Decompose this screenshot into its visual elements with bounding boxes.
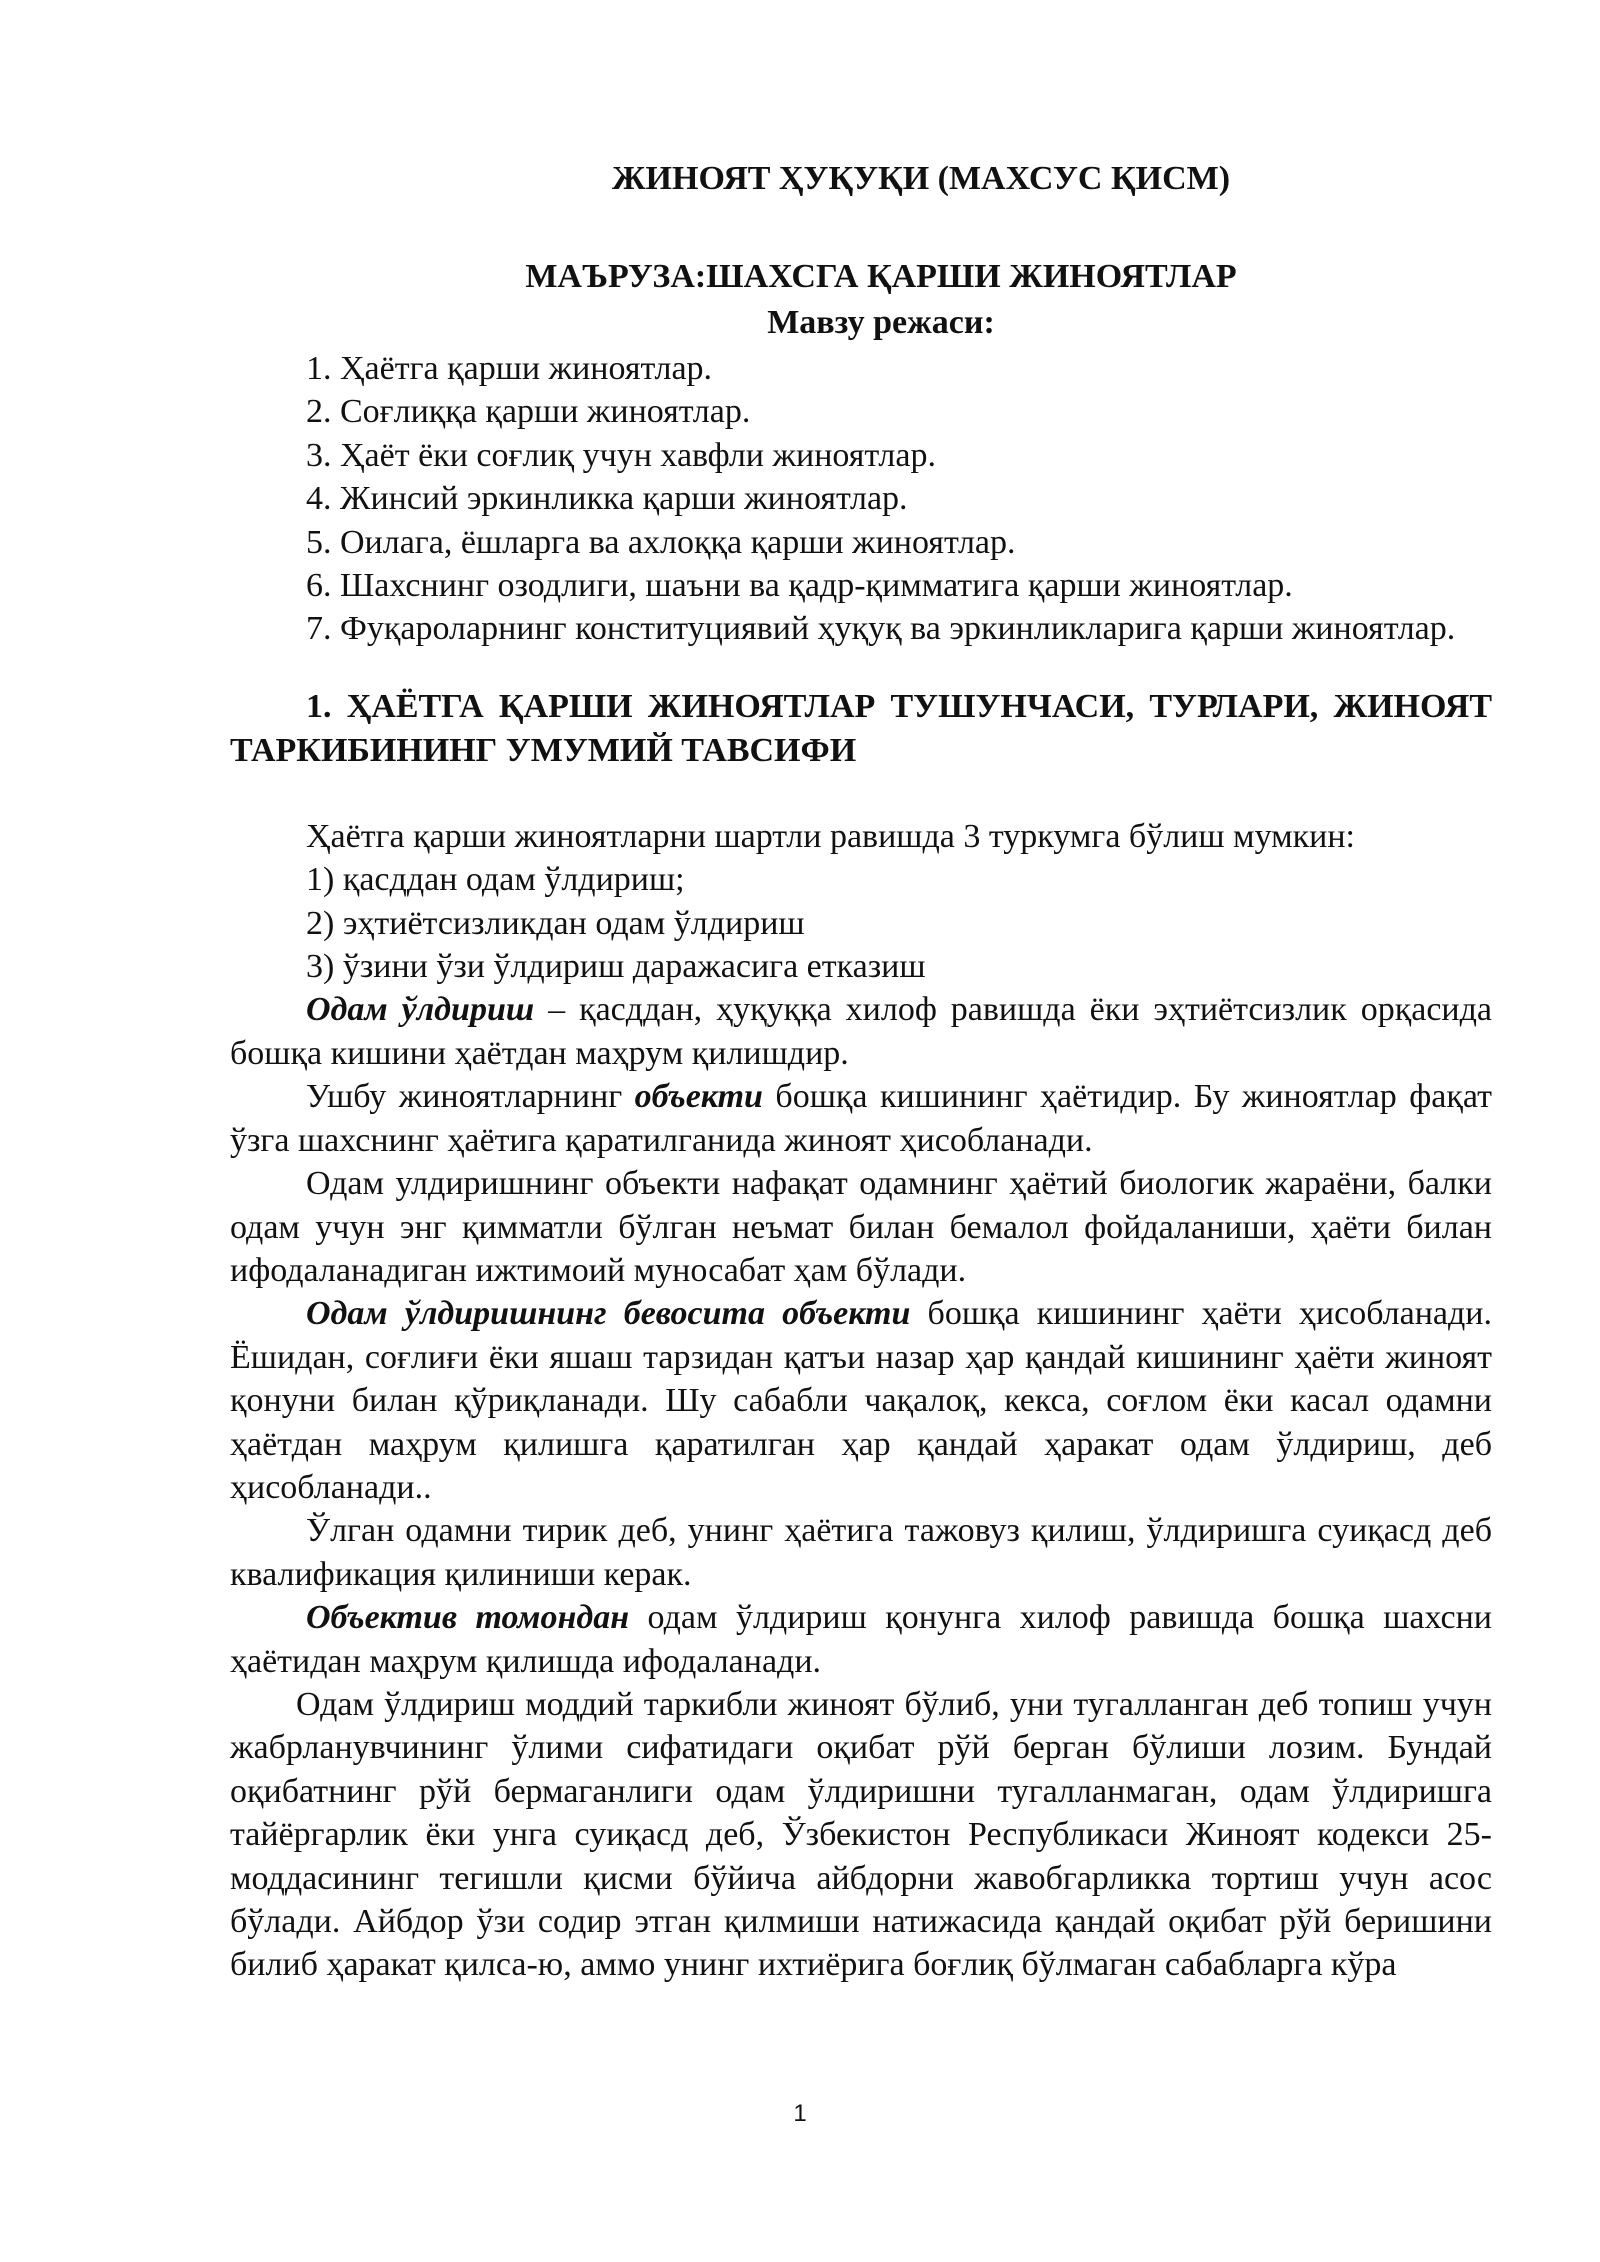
plan-list xyxy=(230,347,1492,651)
term: объекти xyxy=(634,1078,763,1116)
paragraph xyxy=(230,1292,1492,1509)
list-item: 4. Жинсий эркинликка қарши жиноятлар. xyxy=(306,480,908,518)
intro-text: Ҳаётга қарши жиноятларни шартли равишда 3 туркумга бўлиш мумкин: xyxy=(306,817,1355,855)
list-item: 3. Ҳаёт ёки соғлиқ учун хавфли жиноятлар. xyxy=(306,436,936,474)
list-item: 7. Фуқароларнинг конституциявий ҳуқуқ ва эркинликларига қарши жиноятлар. xyxy=(306,610,1456,648)
paragraph: Одам улдиришнинг объекти нафақат одамнинг ҳаётий биологик жараёни, балки одам учун энг қимматли бўлган неъмат билан бемалол фойдаланиши, ҳаёти билан ифодаланадиган ижтимоий муносабат ҳам бўлади. xyxy=(230,1165,1492,1289)
paragraph: Ўлган одамни тирик деб, унинг ҳаётига тажовуз қилиш, ўлдиришга суиқасд деб квалификация қилиниши керак. xyxy=(230,1512,1492,1593)
paragraph-text: бошқа кишининг ҳаётидир. Бу жиноятлар фақат ўзга шахснинг ҳаётига қаратилганида жиноят ҳисобланади. xyxy=(230,1078,1492,1159)
term: Одам ўлдириш xyxy=(306,991,535,1029)
category-list xyxy=(230,858,1492,988)
section-heading: 1. ҲАЁТГА ҚАРШИ ЖИНОЯТЛАР ТУШУНЧАСИ, ТУРЛАРИ, ЖИНОЯТ ТАРКИБИНИНГ УМУМИЙ ТАВСИФИ xyxy=(230,687,1492,769)
paragraph-text: – қасддан, ҳуқуққа хилоф равишда ёки эҳтиётсизлик орқасида бошқа кишини ҳаётдан маҳрум қилишдир. xyxy=(230,991,1492,1072)
list-item: 2. Соғлиққа қарши жиноятлар. xyxy=(306,393,751,431)
paragraph xyxy=(230,988,1492,1075)
paragraph xyxy=(230,1075,1492,1162)
paragraph-text: бошқа кишининг ҳаёти ҳисобланади. Ёшидан, соғлиғи ёки яшаш тарзидан қатъи назар ҳар қандай кишининг ҳаёти жиноят қонуни билан қўриқланади. Шу сабабли чақалоқ, кекса, соғлом ёки касал одамни ҳаётдан маҳрум қилишга қаратилган ҳар қандай ҳаракат одам ўлдириш, деб ҳисобланади.. xyxy=(230,1295,1492,1506)
document-page xyxy=(230,140,1492,1987)
paragraph-text: одам ўлдириш қонунга хилоф равишда бошқа шахсни ҳаётидан маҳрум қилишда ифодаланади. xyxy=(230,1599,1492,1680)
document-title: ЖИНОЯТ ҲУҚУҚИ (МАХСУС ҚИСМ) xyxy=(611,160,1231,197)
list-item: 1) қасддан одам ўлдириш; xyxy=(306,861,685,899)
page-number: 1 xyxy=(793,2100,807,2127)
paragraph: Одам ўлдириш моддий таркибли жиноят бўлиб, уни тугалланган деб топиш учун жабрланувчининг ўлими сифатидаги оқибат рўй берган бўлиши лозим. Бундай оқибатнинг рўй бермаганлиги одам ўлдиришни тугалланмаган, одам ўлдиришга тайёргарлик ёки унга суиқасд деб, Ўзбекистон Республикаси Жиноят кодекси 25-моддасининг тегишли қисми бўйича айбдорни жавобгарликка тортиш учун асос бўлади. Айбдор ўзи содир этган қилмиши натижасида қандай оқибат рўй беришини билиб ҳаракат қилса-ю, аммо унинг ихтиёрига боғлиқ бўлмаган сабабларга кўра xyxy=(230,1685,1492,1984)
list-item: 1. Ҳаётга қарши жиноятлар. xyxy=(306,350,713,387)
lecture-title: МАЪРУЗА:ШАХСГА ҚАРШИ ЖИНОЯТЛАР xyxy=(525,258,1237,295)
paragraph-text: Ушбу жиноятларнинг xyxy=(306,1078,635,1116)
paragraph xyxy=(230,1596,1492,1683)
term: Объектив томондан xyxy=(306,1599,630,1637)
list-item: 2) эҳтиётсизликдан одам ўлдириш xyxy=(306,904,805,942)
list-item: 6. Шахснинг озодлиги, шаъни ва қадр-қимматига қарши жиноятлар. xyxy=(306,567,1293,605)
term: Одам ўлдиришнинг бевосита объекти xyxy=(306,1295,911,1333)
list-item: 3) ўзини ўзи ўлдириш даражасига етказиш xyxy=(306,948,926,986)
plan-heading: Мавзу режаси: xyxy=(767,304,995,341)
list-item: 5. Оилага, ёшларга ва ахлоққа қарши жиноятлар. xyxy=(306,523,1016,561)
